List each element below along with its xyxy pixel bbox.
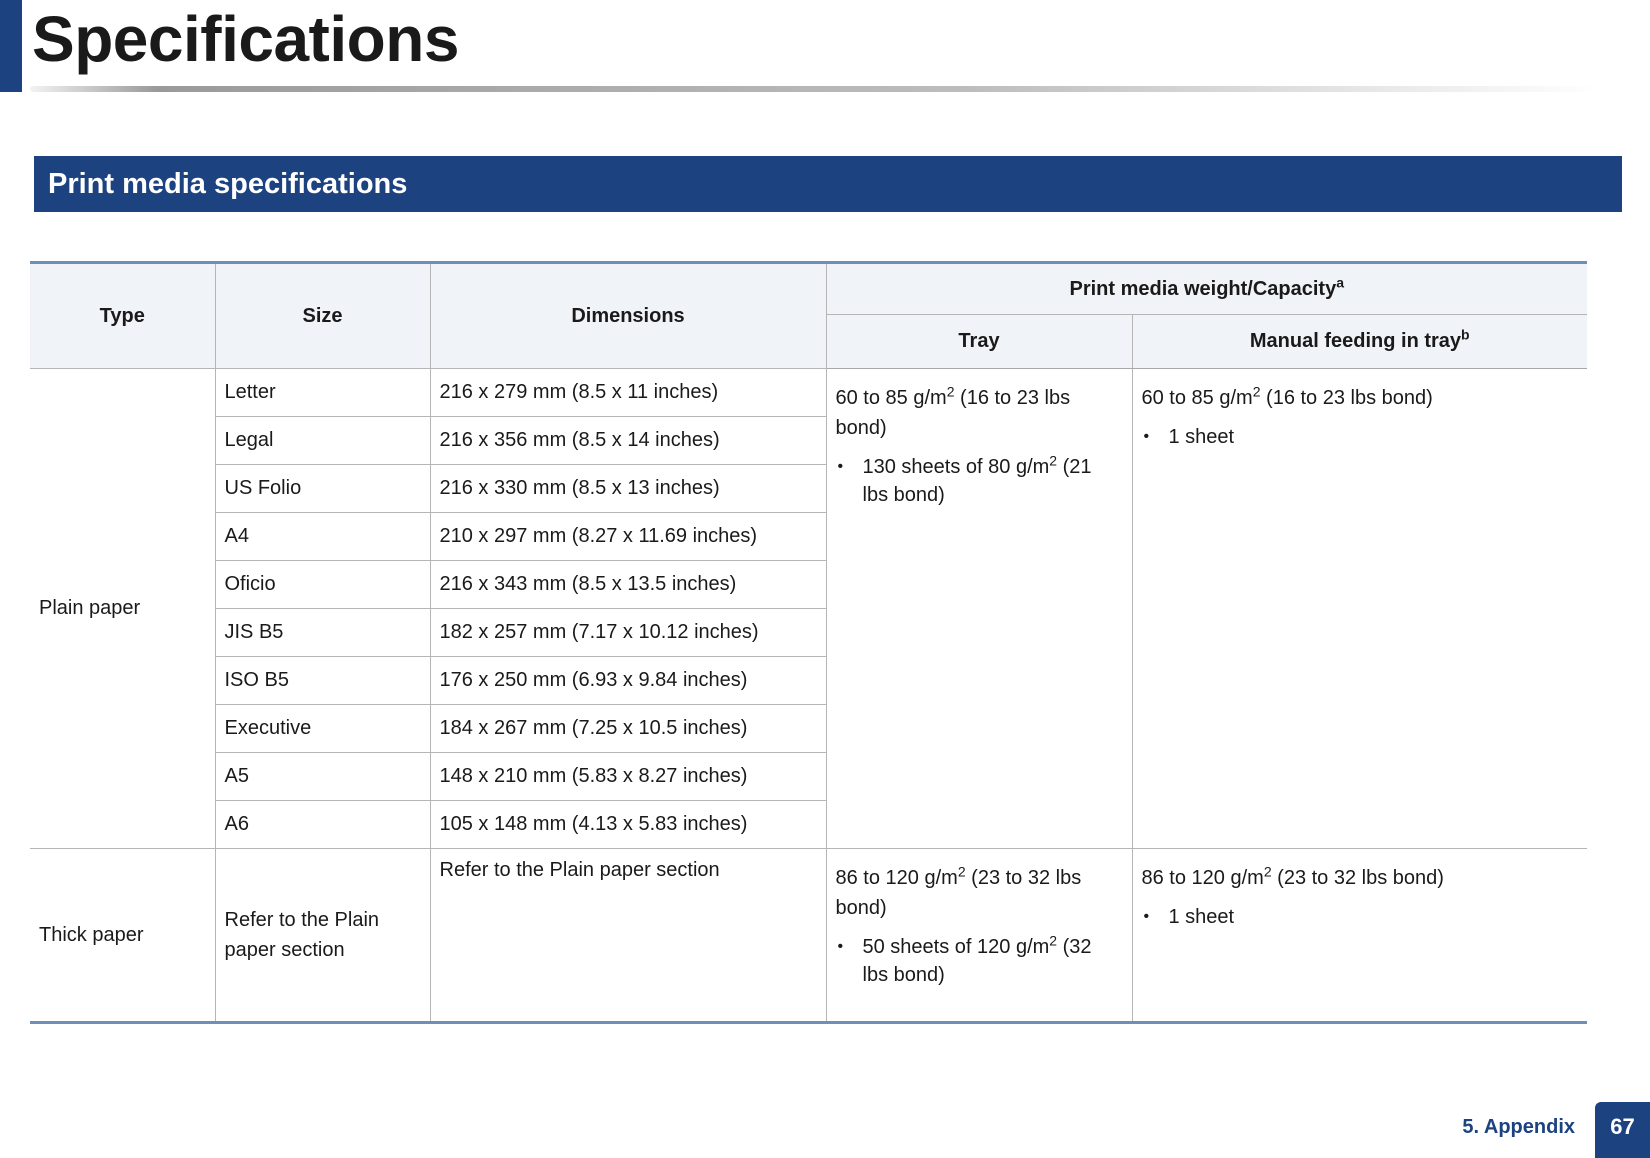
plain-tray-weight-post: (16 to 23 lbs bond) [835, 387, 1071, 439]
plain-tray-capacity [826, 369, 1132, 849]
plain-manual-bullet: • 1 sheet [1169, 423, 1579, 451]
thick-manual-weight-post: (23 to 32 lbs bond) [1271, 867, 1444, 889]
footnote-a: a [1336, 273, 1345, 290]
thick-manual-bullet: • 1 sheet [1169, 903, 1579, 931]
size-dimensions: 216 x 279 mm (8.5 x 11 inches) [430, 369, 826, 417]
type-thick-paper: Thick paper [30, 849, 215, 1023]
left-accent-bar [0, 0, 22, 92]
thick-dimensions: Refer to the Plain paper section [430, 849, 826, 1023]
size-name: A6 [215, 801, 430, 849]
thick-tray-capacity [826, 849, 1132, 1023]
superscript: 2 [1263, 863, 1272, 880]
size-dimensions: 182 x 257 mm (7.17 x 10.12 inches) [430, 609, 826, 657]
footer-chapter-label: 5. Appendix [1462, 1116, 1575, 1138]
size-name: Executive [215, 705, 430, 753]
header-manual [1132, 315, 1587, 369]
header-dimensions: Dimensions [430, 263, 826, 369]
size-dimensions: 105 x 148 mm (4.13 x 5.83 inches) [430, 801, 826, 849]
header-type: Type [30, 263, 215, 369]
plain-tray-bullet-pre: 130 sheets of 80 g/m [862, 456, 1050, 478]
size-name: JIS B5 [215, 609, 430, 657]
thick-tray-bullet-post: (32 lbs bond) [862, 936, 1092, 986]
size-name: Legal [215, 417, 430, 465]
thick-tray-weight-pre: 86 to 120 g/m [835, 867, 958, 889]
thick-size: Refer to the Plain paper section [215, 849, 430, 1023]
superscript: 2 [1049, 452, 1058, 469]
superscript: 2 [1049, 932, 1058, 949]
superscript: 2 [946, 383, 955, 400]
header-size: Size [215, 263, 430, 369]
superscript: 2 [1252, 383, 1261, 400]
header-tray: Tray [826, 315, 1132, 369]
size-name: A4 [215, 513, 430, 561]
section-header [34, 156, 1622, 212]
thick-tray-bullet-pre: 50 sheets of 120 g/m [862, 936, 1050, 958]
footnote-b: b [1461, 326, 1470, 343]
title-rule [30, 86, 1600, 92]
plain-manual-weight-pre: 60 to 85 g/m [1141, 387, 1253, 409]
header-weight-capacity-label: Print media weight/Capacity [1069, 277, 1337, 300]
plain-tray-bullet-post: (21 lbs bond) [862, 456, 1092, 506]
plain-tray-bullet [863, 453, 1123, 509]
thick-manual-capacity [1132, 849, 1587, 1023]
size-name: ISO B5 [215, 657, 430, 705]
size-name: Oficio [215, 561, 430, 609]
thick-tray-bullet [863, 933, 1123, 989]
table-header-row [30, 263, 1587, 315]
size-dimensions: 148 x 210 mm (5.83 x 8.27 inches) [430, 753, 826, 801]
plain-tray-weight-pre: 60 to 85 g/m [835, 387, 947, 409]
header-weight-capacity [826, 263, 1587, 315]
size-name: A5 [215, 753, 430, 801]
thick-tray-weight-post: (23 to 32 lbs bond) [835, 867, 1082, 919]
size-dimensions: 216 x 343 mm (8.5 x 13.5 inches) [430, 561, 826, 609]
size-dimensions: 216 x 330 mm (8.5 x 13 inches) [430, 465, 826, 513]
superscript: 2 [957, 863, 966, 880]
size-name: US Folio [215, 465, 430, 513]
plain-manual-weight-post: (16 to 23 lbs bond) [1260, 387, 1433, 409]
thick-manual-weight-pre: 86 to 120 g/m [1141, 867, 1264, 889]
page-number: 67 [1595, 1102, 1650, 1158]
size-dimensions: 216 x 356 mm (8.5 x 14 inches) [430, 417, 826, 465]
print-media-table [30, 261, 1587, 1024]
size-name: Letter [215, 369, 430, 417]
page-title: Specifications [32, 3, 459, 75]
table-row-thick-paper [30, 849, 1587, 1023]
header-manual-label: Manual feeding in tray [1249, 330, 1462, 352]
plain-manual-capacity [1132, 369, 1587, 849]
size-dimensions: 176 x 250 mm (6.93 x 9.84 inches) [430, 657, 826, 705]
section-title: Print media specifications [48, 168, 408, 200]
size-dimensions: 184 x 267 mm (7.25 x 10.5 inches) [430, 705, 826, 753]
table-row [30, 369, 1587, 417]
type-plain-paper: Plain paper [30, 369, 215, 849]
size-dimensions: 210 x 297 mm (8.27 x 11.69 inches) [430, 513, 826, 561]
